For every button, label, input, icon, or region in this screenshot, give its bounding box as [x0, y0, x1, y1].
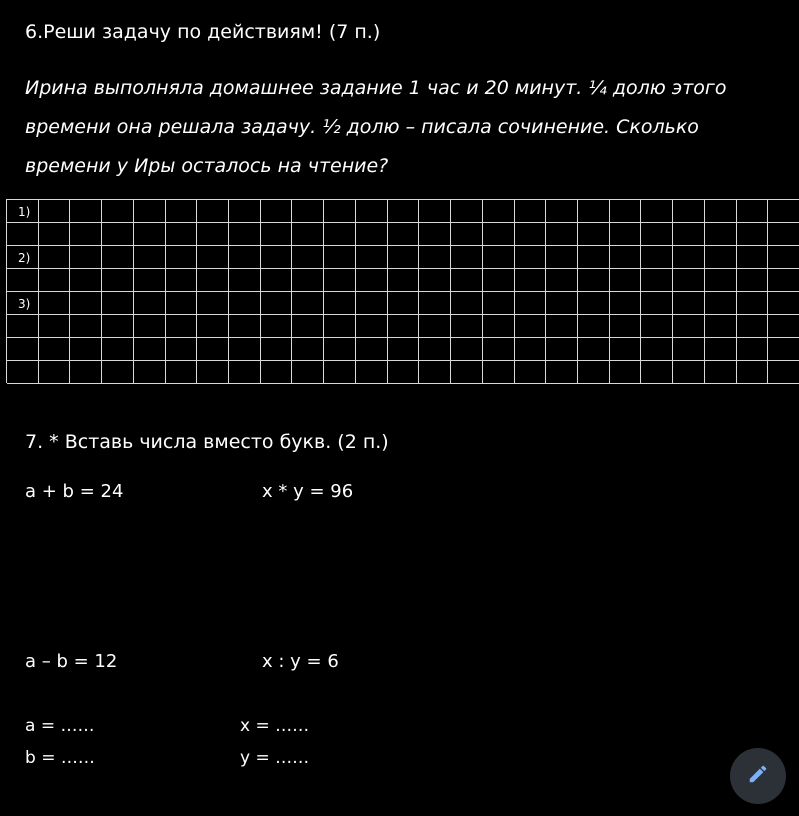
equation-quotient: x : y = 6 [262, 651, 339, 672]
equation-product: x * y = 96 [262, 481, 354, 502]
answer-b: b = …… [25, 748, 95, 768]
grid-label-1: 1) [18, 205, 31, 219]
task6-problem-text [25, 69, 785, 186]
equation-difference: a – b = 12 [25, 651, 118, 672]
pencil-icon [747, 763, 769, 789]
answer-x: x = …… [240, 716, 310, 736]
answer-grid [6, 199, 799, 383]
problem-line-3: времени у Иры осталось на чтение? [25, 155, 389, 177]
problem-line-1: Ирина выполняла домашнее задание 1 час и 20 минут. ¼ долю этого [25, 77, 727, 99]
task7-title: 7. * Вставь числа вместо букв. (2 п.) [25, 431, 389, 453]
task6-title: 6.Реши задачу по действиям! (7 п.) [25, 21, 381, 43]
answer-y: y = …… [240, 748, 310, 768]
problem-line-2: времени она решала задачу. ½ долю – писала сочинение. Сколько [25, 116, 699, 138]
grid-lines [7, 200, 799, 384]
grid-label-2: 2) [18, 251, 31, 265]
edit-button[interactable] [730, 748, 786, 804]
grid-label-3: 3) [18, 297, 31, 311]
answer-a: a = …… [25, 716, 95, 736]
equation-sum: a + b = 24 [25, 481, 124, 502]
